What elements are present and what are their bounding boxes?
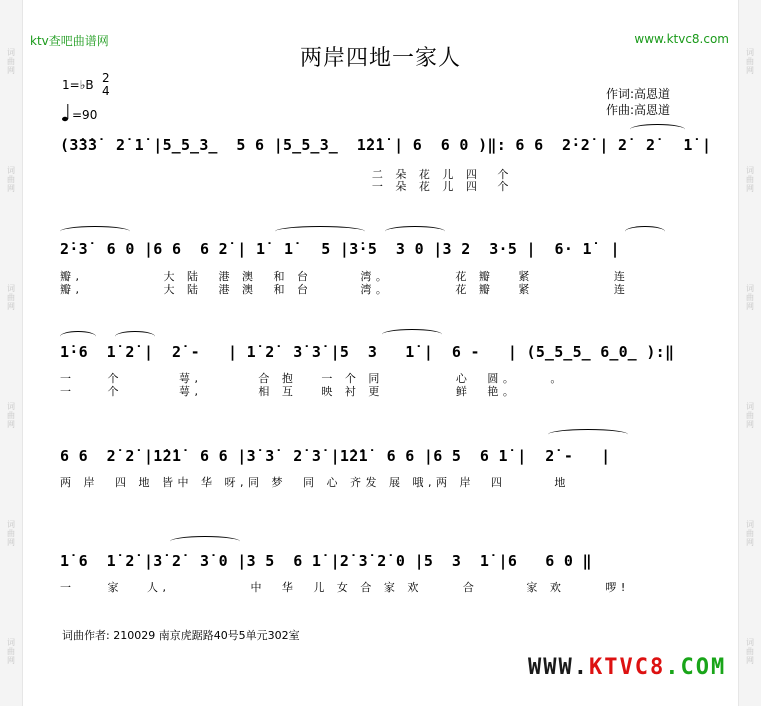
row-lyric-verse-1: 二 朵 花 儿 四 个: [60, 168, 513, 181]
row-notes: 2̇·3̇ 6 0 |6 6 6 2̇ | 1̇ 1̇ 5 |3̇·5 3 0 |3 2 3·5 | 6· 1̇ |: [60, 240, 620, 258]
row-lyric-verse-2: 一 个 萼, 相 互 映 衬 更 鲜 艳。: [60, 385, 519, 398]
quarter-note-icon: [62, 103, 69, 122]
time-signature: [102, 72, 110, 98]
time-bottom: 4: [102, 84, 110, 98]
watermark-text: 词 曲 网: [7, 166, 15, 193]
brand-logo-name: KTVC8: [588, 655, 666, 680]
row-lyric-verse-1: 瓣, 大 陆 港 澳 和 台 湾。 花 瓣 紧 连: [60, 270, 630, 283]
time-top: 2: [102, 71, 110, 85]
row-lyric-verse-1: 一 个 萼, 合 抱 一 个 同 心 圆。 。: [60, 372, 566, 385]
slur-mark: [170, 536, 240, 547]
key-label: 1=♭B: [62, 78, 94, 92]
score-row-2: [0, 240, 761, 330]
brand-logo-tld: .COM: [665, 655, 727, 680]
row-notes: (3̇3̇3̇ 2̇ 1̇ |5̲5̲3̲ 5 6 |5̲5̲3̲ 1̇2̇1̇ | 6 6 0 )‖: 6 6 2̇·2̇ | 2̇ 2̇ 1̇ |: [60, 136, 712, 154]
score-row-3: [0, 343, 761, 433]
watermark-text: 词 曲 网: [7, 284, 15, 311]
row-lyric-verse-1: 两 岸 四 地 皆中 华 呀,同 梦 同 心 齐发 展 哦,两 岸 四 地: [60, 476, 570, 489]
watermark-text: 词 曲 网: [7, 520, 15, 547]
site-name-label: ktv查吧曲谱网: [30, 34, 109, 48]
watermark-text: 词 曲 网: [746, 638, 754, 665]
author-address: 词曲作者: 210029 南京虎踞路40号5单元302室: [62, 629, 300, 642]
key-signature: [62, 71, 110, 98]
tempo-marking: =90: [72, 108, 98, 122]
slur-mark: [385, 226, 445, 237]
row-lyric-verse-2: 瓣, 大 陆 港 澳 和 台 湾。 花 瓣 紧 连: [60, 283, 630, 296]
lyricist-credit: 作词:高恩道: [606, 87, 671, 101]
slur-mark: [60, 226, 130, 237]
row-notes: 1̇ 6 1̇ 2̇ |3̇ 2̇ 3̇ 0 |3 5 6 1̇ |2̇ 3̇ 2̇ 0 |5 3 1̇ |6 6 0 ‖: [60, 552, 592, 570]
watermark-text: 词 曲 网: [7, 402, 15, 429]
watermark-text: 词 曲 网: [746, 48, 754, 75]
row-lyric-verse-2: 一 朵 花 儿 四 个: [60, 180, 513, 193]
score-row-4: [0, 447, 761, 537]
row-notes: 6 6 2̇ 2̇ |1̇2̇1̇ 6 6 |3̇ 3̇ 2̇ 3̇ |1̇2̇1̇ 6 6 |6 5 6 1̇ | 2̇ - |: [60, 447, 611, 465]
watermark-text: 词 曲 网: [7, 48, 15, 75]
site-url-label: www.ktvc8.com: [634, 32, 729, 46]
watermark-text: 词 曲 网: [746, 284, 754, 311]
row-lyric-verse-1: 一 家 人, 中 华 儿 女 合 家 欢 合 家 欢 啰!: [60, 581, 630, 594]
watermark-text: 词 曲 网: [7, 638, 15, 665]
brand-logo: [528, 655, 726, 680]
slur-mark: [115, 331, 155, 342]
slur-mark: [625, 226, 665, 237]
slur-mark: [60, 331, 96, 342]
brand-logo-www: WWW.: [528, 655, 589, 680]
watermark-text: 词 曲 网: [746, 402, 754, 429]
slur-mark: [630, 124, 685, 135]
watermark-text: 词 曲 网: [746, 166, 754, 193]
score-row-1: [0, 136, 761, 226]
row-notes: 1̇·6 1̇ 2̇ | 2̇ - | 1̇ 2̇ 3̇ 3̇ |5 3 1̇ | 6 - | (5̲5̲5̲ 6̲0̲ ):‖: [60, 343, 675, 361]
watermark-text: 词 曲 网: [746, 520, 754, 547]
composer-credit: 作曲:高恩道: [606, 103, 671, 117]
song-title: 两岸四地一家人: [299, 46, 461, 71]
slur-mark: [548, 429, 628, 440]
slur-mark: [382, 329, 442, 340]
slur-mark: [275, 226, 365, 237]
